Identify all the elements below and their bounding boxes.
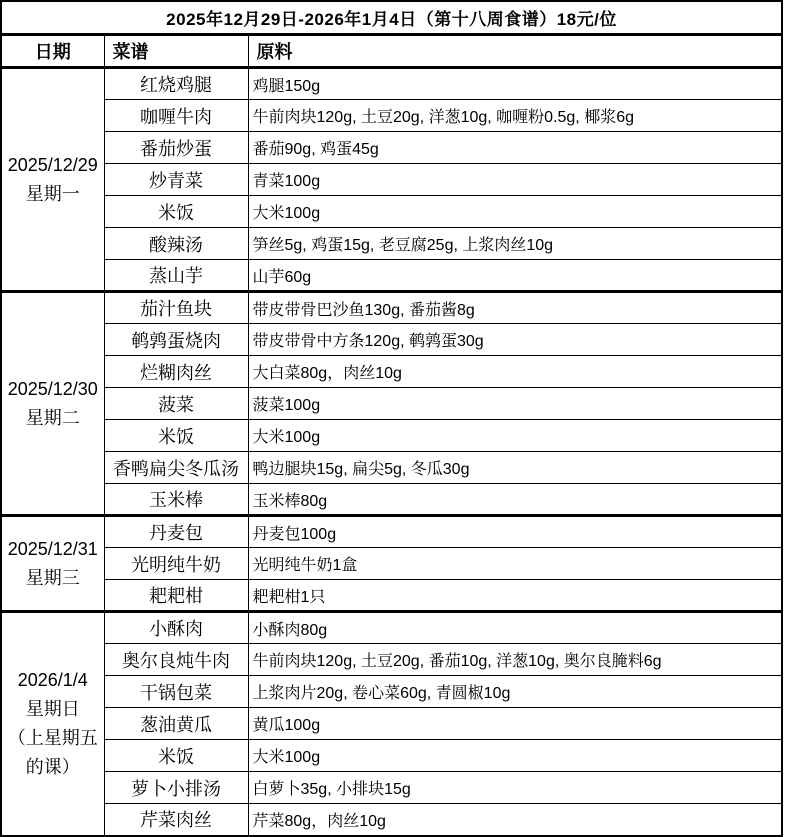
ingredients-cell: 上浆肉片20g, 卷心菜60g, 青圆椒10g [248, 676, 782, 708]
table-row [1, 548, 782, 580]
dish-cell: 干锅包菜 [104, 676, 248, 708]
column-header-row [1, 35, 782, 68]
ingredients-cell: 牛前肉块120g, 土豆20g, 番茄10g, 洋葱10g, 奥尔良腌料6g [248, 644, 782, 676]
dish-cell: 耙耙柑 [104, 580, 248, 612]
table-row [1, 580, 782, 612]
column-header-ingredients: 原料 [248, 35, 782, 68]
dish-cell: 蒸山芋 [104, 260, 248, 292]
dish-cell: 萝卜小排汤 [104, 772, 248, 804]
dish-cell: 米饭 [104, 196, 248, 228]
dish-cell: 茄汁鱼块 [104, 292, 248, 324]
dish-cell: 米饭 [104, 420, 248, 452]
ingredients-cell: 耙耙柑1只 [248, 580, 782, 612]
ingredients-cell: 光明纯牛奶1盒 [248, 548, 782, 580]
dish-cell: 香鸭扁尖冬瓜汤 [104, 452, 248, 484]
ingredients-cell: 鸡腿150g [248, 68, 782, 100]
table-row [1, 164, 782, 196]
dish-cell: 菠菜 [104, 388, 248, 420]
date-line: 2025/12/30 [7, 378, 98, 399]
column-header-menu: 菜谱 [104, 35, 248, 68]
ingredients-cell: 菠菜100g [248, 388, 782, 420]
date-line: 2025/12/29 [7, 154, 98, 175]
table-row [1, 228, 782, 260]
ingredients-cell: 青菜100g [248, 164, 782, 196]
table-row [1, 68, 782, 100]
ingredients-cell: 带皮带骨中方条120g, 鹌鹑蛋30g [248, 324, 782, 356]
ingredients-cell: 大白菜80g，肉丝10g [248, 356, 782, 388]
dish-cell: 炒青菜 [104, 164, 248, 196]
date-line: 2025/12/31 [7, 538, 98, 559]
dish-cell: 酸辣汤 [104, 228, 248, 260]
table-row [1, 804, 782, 836]
weekday-line: 星期一 [25, 183, 80, 204]
dish-cell: 番茄炒蛋 [104, 132, 248, 164]
weekday-line: 星期三 [25, 567, 80, 588]
column-header-date: 日期 [1, 35, 104, 68]
table-row [1, 644, 782, 676]
dish-cell: 小酥肉 [104, 612, 248, 644]
dish-cell: 咖喱牛肉 [104, 100, 248, 132]
table-row [1, 356, 782, 388]
table-row [1, 708, 782, 740]
title-row [1, 1, 782, 35]
table-row [1, 260, 782, 292]
ingredients-cell: 鸭边腿块15g, 扁尖5g, 冬瓜30g [248, 452, 782, 484]
table-row [1, 676, 782, 708]
table-row [1, 612, 782, 644]
table-row [1, 132, 782, 164]
weekday-line: 星期日 [25, 698, 80, 719]
date-cell-day3 [1, 516, 104, 612]
table-row [1, 772, 782, 804]
ingredients-cell: 番茄90g, 鸡蛋45g [248, 132, 782, 164]
table-row [1, 484, 782, 516]
ingredients-cell: 大米100g [248, 420, 782, 452]
dish-cell: 烂糊肉丝 [104, 356, 248, 388]
table-row [1, 420, 782, 452]
date-note-line: 的课） [25, 756, 80, 777]
ingredients-cell: 大米100g [248, 196, 782, 228]
ingredients-cell: 带皮带骨巴沙鱼130g, 番茄酱8g [248, 292, 782, 324]
dish-cell: 芹菜肉丝 [104, 804, 248, 836]
ingredients-cell: 牛前肉块120g, 土豆20g, 洋葱10g, 咖喱粉0.5g, 椰浆6g [248, 100, 782, 132]
ingredients-cell: 芹菜80g，肉丝10g [248, 804, 782, 836]
dish-cell: 光明纯牛奶 [104, 548, 248, 580]
table-row [1, 452, 782, 484]
table-row [1, 196, 782, 228]
ingredients-cell: 笋丝5g, 鸡蛋15g, 老豆腐25g, 上浆肉丝10g [248, 228, 782, 260]
table-row [1, 100, 782, 132]
ingredients-cell: 小酥肉80g [248, 612, 782, 644]
date-line: 2026/1/4 [17, 669, 88, 690]
dish-cell: 米饭 [104, 740, 248, 772]
table-row [1, 324, 782, 356]
dish-cell: 鹌鹑蛋烧肉 [104, 324, 248, 356]
ingredients-cell: 大米100g [248, 740, 782, 772]
dish-cell: 玉米棒 [104, 484, 248, 516]
ingredients-cell: 玉米棒80g [248, 484, 782, 516]
date-cell-day4 [1, 612, 104, 836]
table-row [1, 740, 782, 772]
table-row [1, 292, 782, 324]
weekday-line: 星期二 [25, 407, 80, 428]
ingredients-cell: 黄瓜100g [248, 708, 782, 740]
dish-cell: 红烧鸡腿 [104, 68, 248, 100]
date-cell-day1 [1, 68, 104, 292]
date-note-line: （上星期五 [7, 727, 98, 748]
ingredients-cell: 山芋60g [248, 260, 782, 292]
dish-cell: 丹麦包 [104, 516, 248, 548]
dish-cell: 葱油黄瓜 [104, 708, 248, 740]
date-cell-day2 [1, 292, 104, 516]
table-row [1, 388, 782, 420]
ingredients-cell: 白萝卜35g, 小排块15g [248, 772, 782, 804]
dish-cell: 奥尔良炖牛肉 [104, 644, 248, 676]
ingredients-cell: 丹麦包100g [248, 516, 782, 548]
table-row [1, 516, 782, 548]
table-title: 2025年12月29日-2026年1月4日（第十八周食谱）18元/位 [1, 1, 782, 35]
